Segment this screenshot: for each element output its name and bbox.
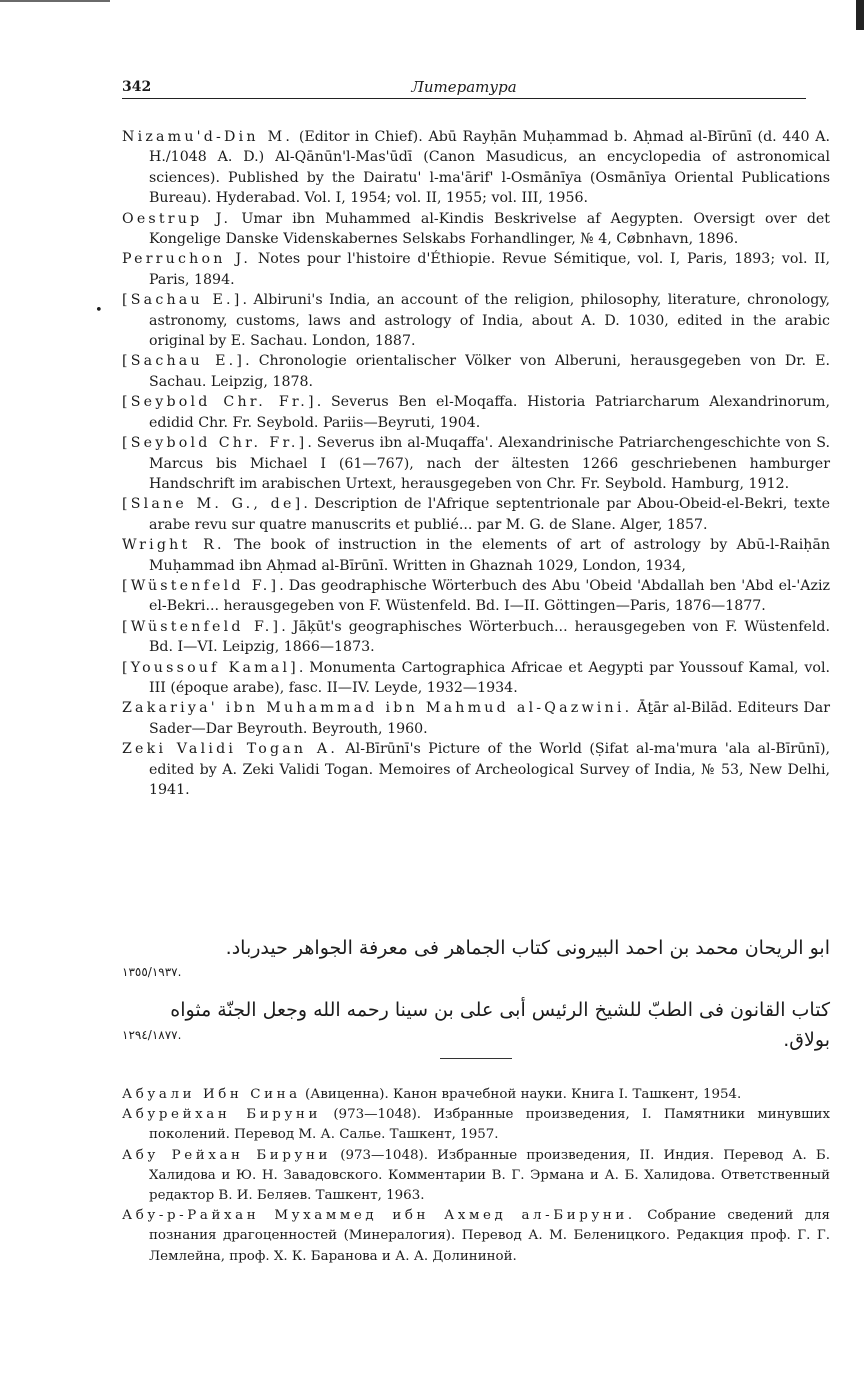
reference-author: Perruchon J. — [122, 251, 252, 268]
reference-author: Nizamu'd-Din M. — [122, 129, 294, 145]
reference-text: (Авиценна). Канон врачебной науки. Книга I. Ташкент, 1954. — [300, 1087, 742, 1102]
reference-entry — [122, 351, 830, 392]
scan-edge-top — [0, 0, 110, 2]
russian-reference-list — [122, 1085, 830, 1267]
reference-text: Āṯār al-Bilād. Editeurs Dar Sader—Dar Beyrouth. Beyrouth, 1960. — [149, 700, 830, 737]
reference-text: . Severus ibn al-Muqaffa'. Alexandrinische Patriarchengeschichte von S. Marcus bis Michael I (61—767), nach der ältesten 1266 geschriebenen hamburger Handschrift im arabischen Urtext, herausgegeben von Chr. Fr. Seybold. Hamburg, 1912. — [149, 435, 830, 492]
reference-author: Wright R. — [122, 537, 225, 554]
reference-author: Zeki Validi Togan A. — [122, 741, 339, 758]
reference-text: Umar ibn Muhammed al-Kindis Beskrivelse af Aegypten. Oversigt over det Kongelige Danske Videnskabernes Selskabs Forhandlinger, № 4, Cøbnhavn, 1896. — [149, 210, 831, 248]
running-title: Литература — [411, 78, 517, 96]
reference-text: Notes pour l'histoire d'Éthiopie. Revue Sémitique, vol. I, Paris, 1893; vol. II, Paris, 1894. — [149, 251, 830, 288]
scan-edge-right — [856, 0, 864, 30]
arabic-reference: كتاب القانون فى الطبّ للشيخ الرئيس أبى على بن سينا رحمه الله وجعل الجنّة مثواه بولاق. — [170, 999, 830, 1051]
reference-list — [122, 127, 830, 800]
reference-entry — [122, 739, 830, 800]
arabic-reference-year: ١٣٥٥/١٩٣٧. — [122, 965, 182, 979]
reference-text: . Jāķūt's geographisches Wörterbuch... herausgegeben von F. Wüstenfeld. Bd. I—VI. Leipzig, 1866—1873. — [149, 618, 830, 656]
reference-entry — [122, 1206, 830, 1267]
margin-bullet: • — [95, 303, 103, 318]
reference-text: (973—1048). Избранные произведения, II. Индия. Перевод А. Б. Халидова и Ю. Н. Завадовского. Комментарии В. Г. Эрмана и А. Б. Халидова. Ответственный редактор В. И. Беляев. Ташкент, 1963. — [149, 1147, 830, 1204]
reference-entry — [122, 535, 830, 576]
section-divider — [440, 1058, 512, 1059]
reference-author: Zakariya' ibn Muhammad ibn Mahmud al-Qazwini. — [122, 700, 633, 717]
reference-entry — [122, 433, 830, 494]
reference-entry — [122, 209, 830, 250]
reference-author: [Sachau E.] — [122, 292, 243, 309]
reference-entry — [122, 1146, 830, 1207]
reference-author: [Youssouf Kamal] — [122, 659, 299, 676]
reference-entry — [122, 392, 830, 433]
reference-text: . Albiruni's India, an account of the religion, philosophy, literature, chronology, astronomy, customs, laws and astrology of India, about A. D. 1030, edited in the arabic original by E. Sachau. London, 1887. — [149, 292, 830, 350]
reference-entry — [122, 617, 830, 658]
reference-author: Абу Рейхан Бируни — [122, 1147, 332, 1163]
reference-entry — [122, 494, 830, 535]
reference-text: . Description de l'Afrique septentrionale par Abou-Obeid-el-Bekri, texte arabe revu sur quatre manuscrits et publié... par M. G. de Slane. Alger, 1857. — [149, 496, 830, 533]
reference-text: The book of instruction in the elements of art of astrology by Abū-l-Raiḥān Muḥammad ibn Aḥmad al-Bīrūnī. Written in Ghaznah 1029, London, 1934, — [149, 537, 831, 574]
reference-entry — [122, 698, 830, 739]
reference-entry — [122, 127, 830, 209]
reference-author: [Seybold Chr. Fr.] — [122, 435, 308, 452]
arabic-reference-year: ١٢٩٤/١٨٧٧. — [122, 1028, 182, 1042]
reference-entry — [122, 1105, 830, 1145]
reference-author: Абу-р-Райхан Мухаммед ибн Ахмед ал-Бируни. — [122, 1208, 636, 1224]
reference-text: . Monumenta Cartographica Africae et Aegypti par Youssouf Kamal, vol. III (époque arabe), fasc. II—IV. Leyde, 1932—1934. — [149, 659, 830, 696]
reference-entry — [122, 576, 830, 617]
page-number: 342 — [122, 79, 152, 95]
reference-text: . Das geodraphische Wörterbuch des Abu 'Obeid 'Abdallah ben 'Abd el-'Aziz el-Bekri... herausgegeben von F. Wüstenfeld. Bd. I—II. Göttingen—Paris, 1876—1877. — [149, 577, 830, 615]
reference-text: . Severus Ben el-Moqaffa. Historia Patriarcharum Alexandrinorum, edidid Chr. Fr. Seybold. Pariis—Beyruti, 1904. — [149, 394, 830, 431]
reference-entry — [122, 290, 830, 351]
reference-text: Al-Bīrūnī's Picture of the World (Ṣifat al-ma'mura 'ala al-Bīrūnī), edited by A. Zeki Validi Togan. Memoires of Archeological Survey of India, № 53, New Delhi, 1941. — [149, 741, 830, 798]
reference-author: [Seybold Chr. Fr.] — [122, 394, 317, 411]
reference-text: (973—1048). Избранные произведения, I. Памятники минувших поколений. Перевод М. А. Салье. Ташкент, 1957. — [149, 1107, 830, 1143]
reference-entry — [122, 249, 830, 290]
reference-author: [Wüstenfeld F.] — [122, 618, 282, 635]
page-header — [122, 78, 806, 99]
reference-text: . Chronologie orientalischer Völker von Alberuni, herausgegeben von Dr. E. Sachau. Leipzig, 1878. — [149, 353, 830, 390]
reference-text: Собрание сведений для познания драгоценностей (Минералогия). Перевод А. М. Беленицкого. Редакция проф. Г. Г. Лемлейна, проф. Х. К. Баранова и А. А. Долининой. — [149, 1208, 830, 1264]
reference-author: [Wüstenfeld F.] — [122, 577, 280, 594]
reference-author: Абурейхан Бируни — [122, 1107, 321, 1123]
reference-author: Абуали Ибн Сина — [122, 1087, 301, 1102]
arabic-reference: ابو الريحان محمد بن احمد البيرونى كتاب الجماهر فى معرفة الجواهر حيدرباد. — [225, 937, 830, 959]
reference-entry — [122, 1085, 830, 1105]
reference-author: Oestrup J. — [122, 210, 232, 227]
reference-author: [Sachau E.] — [122, 353, 246, 370]
reference-author: [Slane M. G., de] — [122, 496, 304, 513]
reference-text: (Editor in Chief). Abū Rayḥān Muḥammad b. Aḥmad al-Bīrūnī (d. 440 A. H./1048 A. D.) Al-Qānūn'l-Mas'ūdī (Canon Masudicus, an encyclopedia of astronomical sciences). Published by the Dairatu' l-ma'ārif' l-Osmānīya (Osmānīya Oriental Publications Bureau). Hyderabad. Vol. I, 1954; vol. II, 1955; vol. III, 1956. — [149, 129, 830, 207]
reference-entry — [122, 658, 830, 699]
